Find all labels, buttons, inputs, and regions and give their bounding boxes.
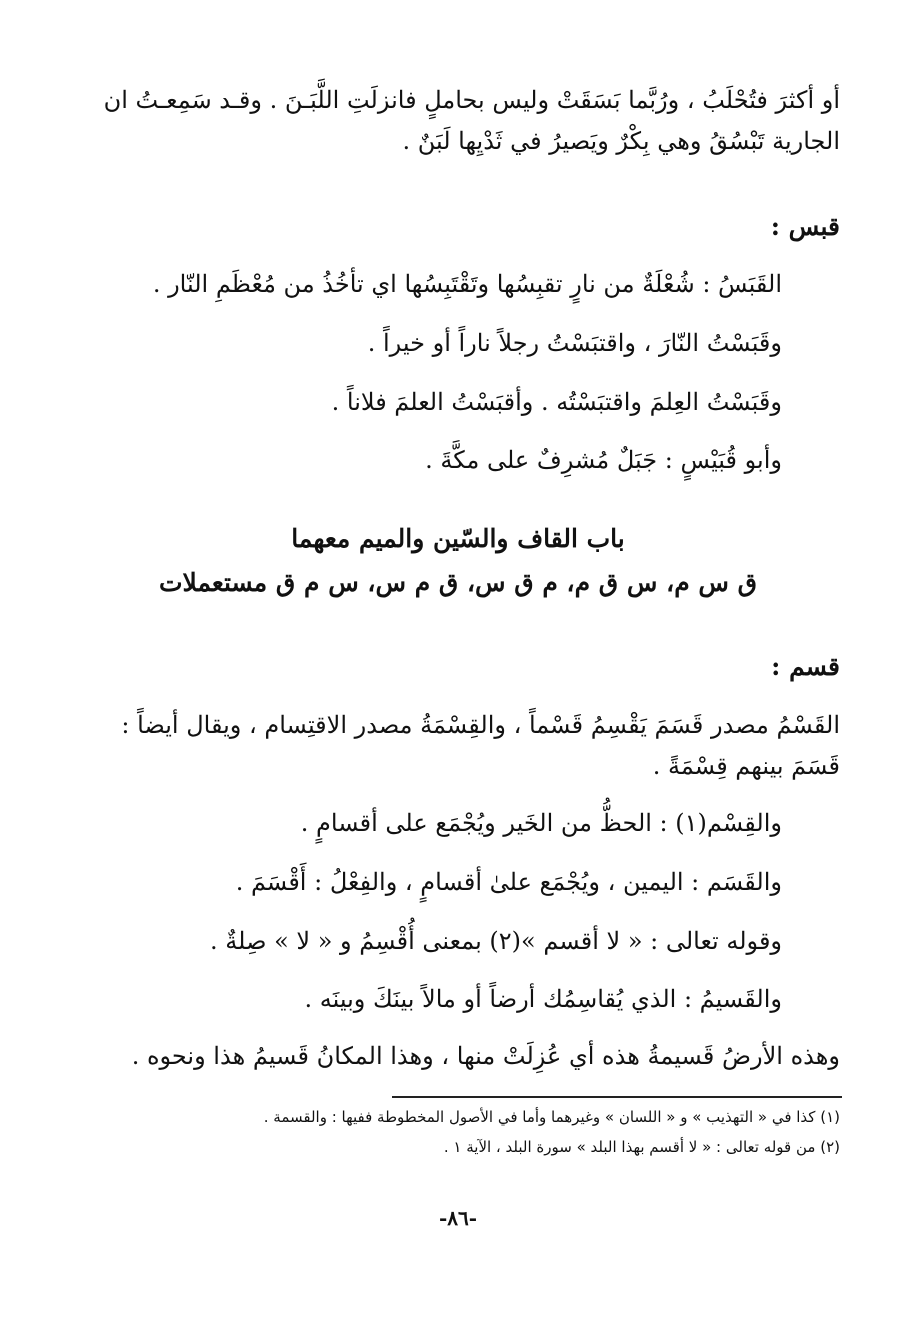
footnote-divider (392, 1096, 842, 1098)
footnote: (٢) من قوله تعالى : « لا أقسم بهذا البلد » سورة البلد ، الآية ١ . (443, 1138, 840, 1156)
entry-heading: قبس : (770, 212, 840, 241)
entry-heading: قسم : (771, 652, 840, 681)
entry-line: القَبَسُ : شُعْلَةٌ من نارٍ تقبِسُها وتَقْتَبِسُها اي تأخُذُ من مُعْظَمِ النّار . (152, 270, 782, 298)
entry-line: والقَسَم : اليمين ، ويُجْمَع علىٰ أقسامٍ ، والفِعْلُ : أَقْسَمَ . (235, 868, 782, 896)
entry-line: وهذه الأرضُ قَسيمةُ هذه أي عُزِلَتْ منها ، وهذا المكانُ قَسيمُ هذا ونحوه . (131, 1042, 840, 1070)
entry-line: والقِسْم(١) : الحظُّ من الخَير ويُجْمَع على أقسامٍ . (300, 809, 782, 837)
entry-line: وقوله تعالى : « لا أقسم »(٢) بمعنى أُقْسِمُ و « لا » صِلةٌ . (210, 927, 782, 955)
entry-line: وأبو قُبَيْسٍ : جَبَلٌ مُشرِفٌ على مكَّةَ . (425, 446, 782, 474)
paragraph-line: الجارية تَبْسُقُ وهي بِكْرٌ ويَصيرُ في ثَدْيِها لَبَنٌ . (402, 127, 840, 155)
chapter-subtitle: ق س م، س ق م، م ق س، ق م س، س م ق مستعملات (159, 568, 757, 597)
chapter-title: باب القاف والسّين والميم معهما (291, 524, 625, 553)
entry-line: وقَبَسْتُ العِلمَ واقتبَسْتُه . وأقبَسْتُ العلمَ فلاناً . (331, 388, 782, 416)
page-number: -٨٦- (438, 1206, 478, 1230)
entry-line: قَسَمَ بينهم قِسْمَةً . (652, 752, 840, 780)
entry-line: القَسْمُ مصدر قَسَمَ يَقْسِمُ قَسْماً ، والقِسْمَةُ مصدر الاقتِسام ، ويقال أيضاً : (121, 711, 840, 739)
entry-line: وقَبَسْتُ النّارَ ، واقتبَسْتُ رجلاً ناراً أو خيراً . (367, 329, 782, 357)
footnote: (١) كذا في « التهذيب » و « اللسان » وغيرهما وأما في الأصول المخطوطة ففيها : والقسمة . (263, 1108, 840, 1126)
entry-line: والقَسيمُ : الذي يُقاسِمُك أرضاً أو مالاً بينَكَ وبينَه . (304, 985, 782, 1013)
paragraph-line: أو أكثرَ فتُحْلَبُ ، ورُبَّما بَسَقَتْ وليس بحاملٍ فانزلَتِ اللَّبَـنَ . وقـد سَمِعـتُ ان (103, 86, 840, 114)
